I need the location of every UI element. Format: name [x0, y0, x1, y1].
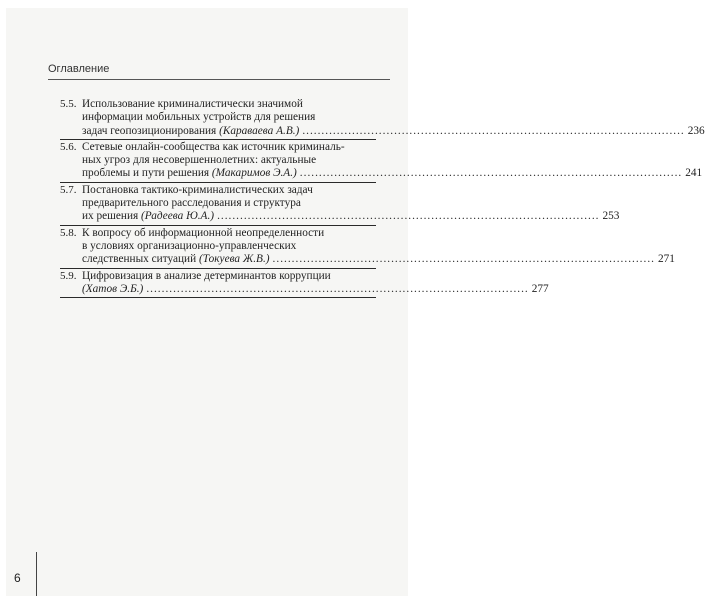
toc-entry-title-end: их решения [82, 210, 142, 223]
page-number: 6 [14, 571, 21, 585]
footer-rule [36, 552, 37, 596]
table-of-contents [60, 98, 705, 298]
toc-entry-leader-line [82, 253, 675, 266]
toc-entry-page: 241 [685, 167, 703, 180]
toc-entry-line [82, 125, 299, 138]
toc-entry-line: информации мобильных устройств для решения [82, 111, 316, 124]
dot-leader [217, 210, 599, 223]
toc-entry-number: 5.9. [60, 269, 77, 282]
toc-entry-author: (Радеева Ю.А.) [141, 210, 215, 223]
toc-entry[interactable] [60, 226, 675, 269]
toc-entry-line [82, 283, 143, 296]
running-head: Оглавление [48, 63, 110, 75]
toc-entry-page: 277 [531, 282, 549, 295]
toc-entry-line: Использование криминалистически значимой [82, 98, 303, 110]
toc-entry-line: в условиях организационно-управленческих [82, 239, 297, 252]
toc-entry-line [82, 167, 297, 180]
toc-entry-line: Цифровизация в анализе детерминантов коррупции [82, 269, 331, 282]
toc-entry-leader-line [82, 210, 619, 223]
toc-entry-line: предварительного расследования и структура [82, 197, 301, 210]
toc-entry-title [82, 141, 702, 181]
toc-entry-author: (Макаримов Э.А.) [211, 167, 297, 180]
toc-entry-title-end: следственных ситуаций [82, 253, 199, 266]
toc-entry-title-end: проблемы и пути решения [82, 167, 212, 180]
toc-entry-number: 5.8. [60, 226, 77, 239]
toc-entry-number: 5.5. [60, 98, 77, 110]
toc-entry-author: (Хатов Э.Б.) [82, 282, 144, 295]
toc-entry[interactable] [60, 269, 549, 299]
toc-entry-page: 253 [602, 210, 620, 223]
toc-entry-title [82, 184, 619, 224]
dot-leader [146, 283, 528, 296]
toc-entry-title [82, 270, 549, 297]
header-rule [48, 79, 390, 80]
toc-entry[interactable] [60, 183, 620, 226]
toc-entry-number: 5.6. [60, 140, 77, 153]
book-page [6, 8, 705, 596]
toc-entry-leader-line [82, 125, 705, 138]
dot-leader [300, 167, 682, 180]
toc-entry-number: 5.7. [60, 183, 77, 196]
toc-entry-line: К вопросу об информационной неопределенности [82, 226, 325, 239]
dot-leader [273, 253, 655, 266]
dot-leader [302, 125, 684, 138]
toc-entry-line [82, 253, 270, 266]
toc-entry-line: Постановка тактико-криминалистических задач [82, 183, 313, 196]
toc-entry-leader-line [82, 167, 702, 180]
toc-entry-line: ных угроз для несовершеннолетних: актуальные [82, 154, 317, 167]
toc-entry-page: 236 [687, 124, 705, 137]
toc-entry-line: Сетевые онлайн-сообщества как источник криминаль- [82, 140, 345, 153]
toc-entry-leader-line [82, 283, 549, 296]
toc-entry-title [82, 98, 705, 138]
toc-entry[interactable] [60, 140, 703, 183]
toc-entry-title-end: задач геопозиционирования [82, 124, 220, 137]
toc-entry-author: (Токуева Ж.В.) [198, 253, 270, 266]
toc-entry-title [82, 227, 675, 267]
toc-entry-line [82, 210, 214, 223]
toc-entry-page: 271 [657, 253, 675, 266]
toc-entry[interactable] [60, 98, 705, 140]
toc-entry-author: (Караваева А.В.) [219, 124, 300, 137]
